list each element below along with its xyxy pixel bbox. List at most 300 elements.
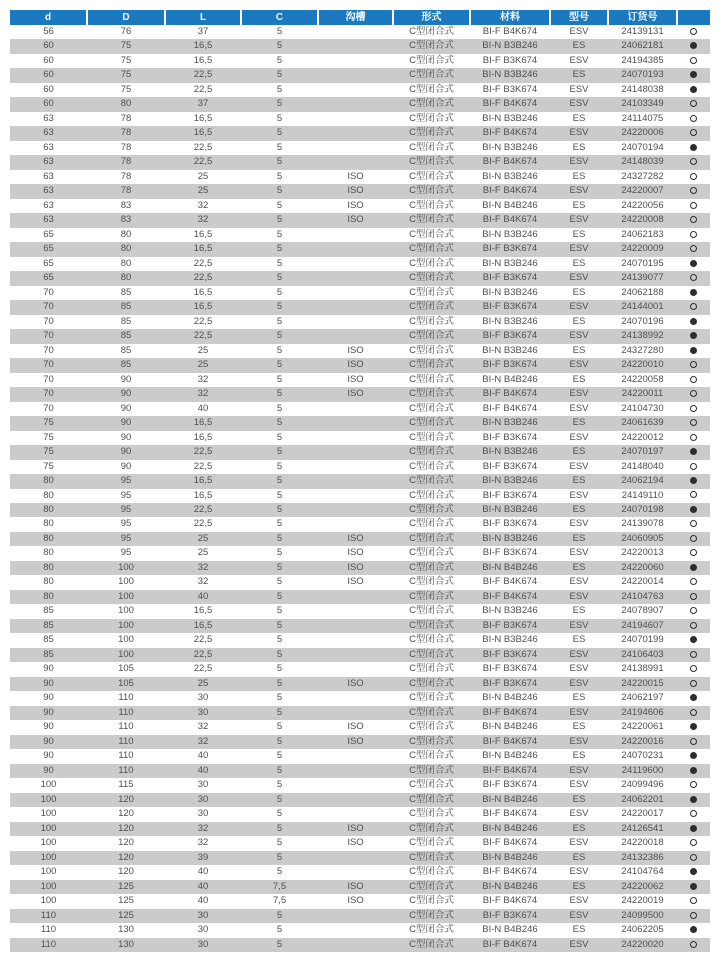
availability-filled-circle-icon xyxy=(690,694,697,701)
cell-material: BI-F B3K674 xyxy=(482,619,538,631)
column-header-order_no: 订货号 xyxy=(608,10,677,25)
cell-material: BI-F B4K674 xyxy=(482,895,538,907)
cell-form: C型闭合式 xyxy=(409,590,454,602)
table-row xyxy=(10,489,710,503)
cell-C: 5 xyxy=(276,808,283,820)
cell-C: 5 xyxy=(276,98,283,110)
cell-order_no: 24062188 xyxy=(621,286,664,298)
cell-model: ESV xyxy=(569,764,589,776)
cell-model: ESV xyxy=(569,677,589,689)
cell-order_no: 24220062 xyxy=(621,880,664,892)
availability-filled-circle-icon xyxy=(690,289,697,296)
cell-groove xyxy=(318,286,393,300)
cell-order_no: 24070199 xyxy=(621,634,664,646)
cell-d: 85 xyxy=(43,648,54,660)
cell-D: 90 xyxy=(120,388,132,400)
availability-open-circle-icon xyxy=(690,941,697,948)
cell-availability xyxy=(677,315,710,329)
cell-model: ESV xyxy=(569,127,589,139)
cell-form: C型闭合式 xyxy=(409,359,454,371)
cell-availability xyxy=(677,633,710,647)
cell-C: 5 xyxy=(276,112,283,124)
cell-C: 5 xyxy=(276,634,283,646)
cell-model: ESV xyxy=(569,185,589,197)
cell-model: ES xyxy=(572,257,586,269)
cell-d: 75 xyxy=(43,460,54,472)
cell-L: 32 xyxy=(197,373,209,385)
cell-C: 5 xyxy=(276,83,283,95)
cell-d: 90 xyxy=(43,706,54,718)
cell-D: 85 xyxy=(120,330,132,342)
table-row xyxy=(10,764,710,778)
cell-model: ESV xyxy=(569,866,589,878)
cell-model: ES xyxy=(572,721,586,733)
cell-d: 100 xyxy=(40,808,57,820)
cell-form: C型闭合式 xyxy=(409,330,454,342)
cell-order_no: 24220061 xyxy=(621,721,664,733)
cell-D: 100 xyxy=(118,619,134,631)
cell-C: 5 xyxy=(276,663,283,675)
cell-form: C型闭合式 xyxy=(409,503,454,515)
cell-material: BI-F B4K674 xyxy=(482,590,538,602)
table-row xyxy=(10,836,710,850)
cell-C: 5 xyxy=(276,822,283,834)
availability-open-circle-icon xyxy=(690,158,697,165)
availability-open-circle-icon xyxy=(690,129,697,136)
cell-L: 16,5 xyxy=(193,619,213,631)
cell-groove: ISO xyxy=(347,344,364,356)
cell-d: 63 xyxy=(43,170,54,182)
cell-L: 25 xyxy=(197,547,209,559)
cell-model: ESV xyxy=(569,648,589,660)
cell-C: 5 xyxy=(276,228,283,240)
cell-model: ES xyxy=(572,822,586,834)
cell-groove xyxy=(318,112,393,126)
cell-d: 85 xyxy=(43,619,54,631)
cell-C: 5 xyxy=(276,605,283,617)
availability-open-circle-icon xyxy=(690,912,697,919)
cell-order_no: 24144001 xyxy=(621,301,664,313)
cell-C: 5 xyxy=(276,518,283,530)
cell-L: 22,5 xyxy=(193,141,213,153)
cell-form: C型闭合式 xyxy=(409,228,454,240)
cell-material: BI-F B3K674 xyxy=(482,489,538,501)
availability-open-circle-icon xyxy=(690,665,697,672)
cell-groove xyxy=(318,300,393,314)
cell-C: 5 xyxy=(276,214,283,226)
cell-d: 90 xyxy=(43,750,54,762)
availability-open-circle-icon xyxy=(690,854,697,861)
cell-form: C型闭合式 xyxy=(409,26,454,37)
cell-C: 5 xyxy=(276,26,283,37)
cell-L: 40 xyxy=(197,590,209,602)
cell-availability xyxy=(677,184,710,198)
cell-availability xyxy=(677,228,710,242)
cell-d: 70 xyxy=(43,286,54,298)
cell-L: 16,5 xyxy=(193,127,213,139)
cell-availability xyxy=(677,54,710,68)
cell-model: ES xyxy=(572,446,586,458)
cell-form: C型闭合式 xyxy=(409,605,454,617)
cell-groove xyxy=(318,619,393,633)
cell-d: 70 xyxy=(43,315,54,327)
cell-model: ESV xyxy=(569,808,589,820)
cell-form: C型闭合式 xyxy=(409,561,454,573)
cell-material: BI-N B4B246 xyxy=(482,561,538,573)
availability-filled-circle-icon xyxy=(690,42,697,49)
cell-model: ES xyxy=(572,634,586,646)
cell-form: C型闭合式 xyxy=(409,127,454,139)
cell-groove xyxy=(318,633,393,647)
cell-material: BI-N B4B246 xyxy=(482,373,538,385)
cell-material: BI-N B3B246 xyxy=(482,257,538,269)
cell-order_no: 24062194 xyxy=(621,475,664,487)
cell-availability xyxy=(677,561,710,575)
cell-order_no: 24220011 xyxy=(621,388,664,400)
cell-form: C型闭合式 xyxy=(409,170,454,182)
cell-D: 110 xyxy=(118,764,134,776)
cell-d: 110 xyxy=(40,924,57,936)
availability-filled-circle-icon xyxy=(690,868,697,875)
cell-model: ES xyxy=(572,199,586,211)
cell-groove: ISO xyxy=(347,185,364,197)
cell-C: 5 xyxy=(276,243,283,255)
cell-model: ESV xyxy=(569,938,589,950)
table-row xyxy=(10,431,710,445)
table-row xyxy=(10,706,710,720)
cell-groove xyxy=(318,923,393,937)
cell-d: 100 xyxy=(40,822,57,834)
table-row xyxy=(10,662,710,676)
cell-groove xyxy=(318,474,393,488)
cell-material: BI-F B4K674 xyxy=(482,214,538,226)
cell-L: 32 xyxy=(197,214,209,226)
cell-L: 40 xyxy=(197,402,209,414)
cell-form: C型闭合式 xyxy=(409,634,454,646)
cell-d: 63 xyxy=(43,214,54,226)
cell-groove xyxy=(318,778,393,792)
table-row xyxy=(10,923,710,937)
cell-L: 32 xyxy=(197,576,209,588)
cell-form: C型闭合式 xyxy=(409,446,454,458)
table-row xyxy=(10,126,710,140)
availability-open-circle-icon xyxy=(690,361,697,368)
cell-model: ESV xyxy=(569,518,589,530)
cell-availability xyxy=(677,474,710,488)
cell-order_no: 24148040 xyxy=(621,460,664,472)
cell-form: C型闭合式 xyxy=(409,98,454,110)
cell-availability xyxy=(677,344,710,358)
column-header-L: L xyxy=(165,10,241,25)
table-row xyxy=(10,300,710,314)
cell-L: 22,5 xyxy=(193,663,213,675)
cell-model: ESV xyxy=(569,330,589,342)
cell-D: 100 xyxy=(118,648,134,660)
cell-material: BI-F B3K674 xyxy=(482,431,538,443)
cell-form: C型闭合式 xyxy=(409,83,454,95)
cell-D: 130 xyxy=(118,938,134,950)
cell-availability xyxy=(677,546,710,560)
cell-C: 5 xyxy=(276,446,283,458)
cell-groove: ISO xyxy=(347,837,364,849)
cell-availability xyxy=(677,575,710,589)
cell-C: 5 xyxy=(276,185,283,197)
cell-order_no: 24062183 xyxy=(621,228,664,240)
table-row xyxy=(10,373,710,387)
availability-open-circle-icon xyxy=(690,216,697,223)
availability-filled-circle-icon xyxy=(690,752,697,759)
table-row xyxy=(10,822,710,836)
availability-filled-circle-icon xyxy=(690,796,697,803)
cell-model: ES xyxy=(572,692,586,704)
cell-L: 16,5 xyxy=(193,417,213,429)
cell-L: 30 xyxy=(197,692,209,704)
cell-availability xyxy=(677,894,710,908)
cell-C: 5 xyxy=(276,692,283,704)
cell-C: 5 xyxy=(276,257,283,269)
cell-form: C型闭合式 xyxy=(409,793,454,805)
cell-L: 16,5 xyxy=(193,605,213,617)
cell-form: C型闭合式 xyxy=(409,286,454,298)
cell-L: 32 xyxy=(197,561,209,573)
cell-L: 25 xyxy=(197,677,209,689)
cell-L: 40 xyxy=(197,895,209,907)
cell-C: 5 xyxy=(276,837,283,849)
cell-material: BI-F B4K674 xyxy=(482,764,538,776)
cell-groove xyxy=(318,590,393,604)
cell-groove xyxy=(318,807,393,821)
cell-C: 5 xyxy=(276,590,283,602)
cell-groove xyxy=(318,141,393,155)
cell-form: C型闭合式 xyxy=(409,489,454,501)
availability-open-circle-icon xyxy=(690,376,697,383)
table-row xyxy=(10,97,710,111)
cell-groove xyxy=(318,402,393,416)
cell-d: 75 xyxy=(43,446,54,458)
cell-D: 120 xyxy=(118,837,134,849)
cell-C: 5 xyxy=(276,648,283,660)
cell-groove xyxy=(318,155,393,169)
cell-availability xyxy=(677,604,710,618)
cell-availability xyxy=(677,199,710,213)
cell-D: 120 xyxy=(118,851,134,863)
cell-L: 40 xyxy=(197,866,209,878)
cell-groove xyxy=(318,83,393,97)
table-row xyxy=(10,402,710,416)
cell-order_no: 24070193 xyxy=(621,69,664,81)
cell-material: BI-N B3B246 xyxy=(482,286,538,298)
cell-material: BI-F B3K674 xyxy=(482,547,538,559)
table-row xyxy=(10,865,710,879)
cell-L: 40 xyxy=(197,880,209,892)
table-row xyxy=(10,503,710,517)
cell-D: 85 xyxy=(120,286,132,298)
cell-L: 25 xyxy=(197,359,209,371)
cell-D: 120 xyxy=(118,793,134,805)
cell-material: BI-N B3B246 xyxy=(482,475,538,487)
cell-material: BI-N B4B246 xyxy=(482,692,538,704)
table-row xyxy=(10,532,710,546)
cell-material: BI-F B3K674 xyxy=(482,663,538,675)
cell-form: C型闭合式 xyxy=(409,851,454,863)
cell-material: BI-F B4K674 xyxy=(482,706,538,718)
availability-filled-circle-icon xyxy=(690,506,697,513)
cell-C: 5 xyxy=(276,866,283,878)
cell-C: 5 xyxy=(276,735,283,747)
cell-D: 120 xyxy=(118,822,134,834)
cell-C: 5 xyxy=(276,576,283,588)
cell-groove xyxy=(318,445,393,459)
cell-groove xyxy=(318,604,393,618)
cell-L: 22,5 xyxy=(193,156,213,168)
cell-availability xyxy=(677,271,710,285)
cell-d: 80 xyxy=(43,503,54,515)
table-row xyxy=(10,68,710,82)
cell-L: 22,5 xyxy=(193,315,213,327)
cell-availability xyxy=(677,242,710,256)
cell-form: C型闭合式 xyxy=(409,837,454,849)
cell-groove xyxy=(318,416,393,430)
cell-availability xyxy=(677,749,710,763)
cell-material: BI-F B4K674 xyxy=(482,808,538,820)
cell-availability xyxy=(677,329,710,343)
cell-availability xyxy=(677,778,710,792)
cell-material: BI-F B3K674 xyxy=(482,779,538,791)
cell-d: 100 xyxy=(40,793,57,805)
cell-D: 90 xyxy=(120,431,132,443)
cell-availability xyxy=(677,532,710,546)
cell-material: BI-F B4K674 xyxy=(482,26,538,37)
cell-material: BI-F B3K674 xyxy=(482,518,538,530)
cell-availability xyxy=(677,648,710,662)
cell-C: 5 xyxy=(276,547,283,559)
cell-model: ESV xyxy=(569,547,589,559)
cell-d: 65 xyxy=(43,228,54,240)
cell-material: BI-F B3K674 xyxy=(482,359,538,371)
cell-C: 5 xyxy=(276,764,283,776)
cell-material: BI-F B3K674 xyxy=(482,648,538,660)
cell-order_no: 24114075 xyxy=(621,112,664,124)
table-row xyxy=(10,894,710,908)
cell-order_no: 24062181 xyxy=(621,40,664,52)
cell-availability xyxy=(677,706,710,720)
table-row xyxy=(10,604,710,618)
cell-order_no: 24220010 xyxy=(621,359,664,371)
cell-material: BI-N B4B246 xyxy=(482,721,538,733)
cell-model: ESV xyxy=(569,837,589,849)
cell-groove xyxy=(318,54,393,68)
table-row xyxy=(10,416,710,430)
cell-d: 75 xyxy=(43,431,54,443)
cell-d: 90 xyxy=(43,663,54,675)
cell-model: ESV xyxy=(569,706,589,718)
cell-model: ESV xyxy=(569,489,589,501)
cell-material: BI-N B4B246 xyxy=(482,924,538,936)
table-row xyxy=(10,474,710,488)
cell-model: ES xyxy=(572,475,586,487)
availability-filled-circle-icon xyxy=(690,926,697,933)
cell-D: 80 xyxy=(120,98,132,110)
cell-d: 80 xyxy=(43,590,54,602)
cell-groove: ISO xyxy=(347,822,364,834)
table-header-row xyxy=(10,10,710,25)
cell-order_no: 24070231 xyxy=(621,750,664,762)
cell-model: ESV xyxy=(569,619,589,631)
cell-availability xyxy=(677,460,710,474)
cell-D: 100 xyxy=(118,576,134,588)
cell-d: 70 xyxy=(43,344,54,356)
product-table xyxy=(10,10,710,952)
cell-model: ES xyxy=(572,40,586,52)
cell-L: 22,5 xyxy=(193,257,213,269)
cell-D: 80 xyxy=(120,228,132,240)
cell-D: 110 xyxy=(118,735,134,747)
availability-filled-circle-icon xyxy=(690,71,697,78)
cell-D: 85 xyxy=(120,344,132,356)
availability-open-circle-icon xyxy=(690,593,697,600)
cell-C: 5 xyxy=(276,199,283,211)
table-row xyxy=(10,793,710,807)
table-row xyxy=(10,735,710,749)
availability-filled-circle-icon xyxy=(690,86,697,93)
cell-order_no: 24070195 xyxy=(621,257,664,269)
cell-availability xyxy=(677,677,710,691)
table-row xyxy=(10,619,710,633)
cell-L: 25 xyxy=(197,170,209,182)
cell-d: 110 xyxy=(40,909,57,921)
cell-order_no: 24220013 xyxy=(621,547,664,559)
cell-material: BI-N B3B246 xyxy=(482,417,538,429)
cell-order_no: 24220017 xyxy=(621,808,664,820)
cell-C: 5 xyxy=(276,69,283,81)
table-row xyxy=(10,228,710,242)
cell-material: BI-F B4K674 xyxy=(482,388,538,400)
cell-order_no: 24099496 xyxy=(621,779,664,791)
cell-D: 90 xyxy=(120,446,132,458)
cell-material: BI-F B3K674 xyxy=(482,909,538,921)
table-row xyxy=(10,517,710,531)
cell-form: C型闭合式 xyxy=(409,619,454,631)
availability-open-circle-icon xyxy=(690,202,697,209)
cell-L: 22,5 xyxy=(193,83,213,95)
column-header-D: D xyxy=(87,10,165,25)
table-row xyxy=(10,184,710,198)
cell-D: 95 xyxy=(120,475,132,487)
table-row xyxy=(10,561,710,575)
cell-order_no: 24070196 xyxy=(621,315,664,327)
cell-L: 32 xyxy=(197,735,209,747)
cell-d: 60 xyxy=(43,69,54,81)
cell-groove xyxy=(318,257,393,271)
cell-material: BI-N B3B246 xyxy=(482,446,538,458)
cell-availability xyxy=(677,662,710,676)
table-row xyxy=(10,329,710,343)
cell-form: C型闭合式 xyxy=(409,257,454,269)
cell-availability xyxy=(677,503,710,517)
cell-D: 95 xyxy=(120,547,132,559)
cell-order_no: 24194385 xyxy=(621,54,664,66)
cell-material: BI-N B4B246 xyxy=(482,793,538,805)
cell-groove xyxy=(318,315,393,329)
cell-model: ES xyxy=(572,793,586,805)
cell-availability xyxy=(677,489,710,503)
cell-form: C型闭合式 xyxy=(409,373,454,385)
cell-L: 32 xyxy=(197,199,209,211)
cell-form: C型闭合式 xyxy=(409,532,454,544)
cell-L: 32 xyxy=(197,388,209,400)
availability-filled-circle-icon xyxy=(690,477,697,484)
cell-d: 85 xyxy=(43,605,54,617)
